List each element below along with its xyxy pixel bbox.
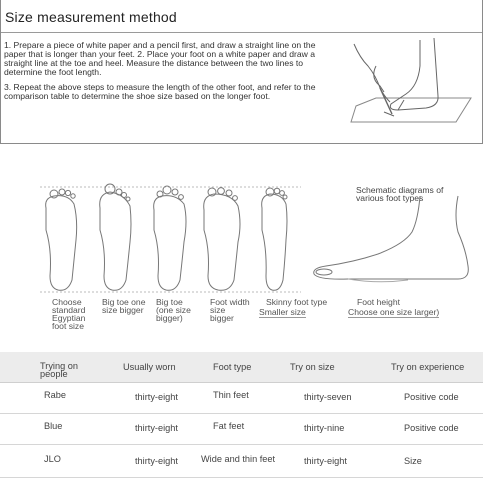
column-header-people: Trying on people xyxy=(40,361,78,379)
cell-usually-worn: thirty-eight xyxy=(135,423,178,433)
table-header xyxy=(0,352,483,383)
cell-try-on-size: thirty-nine xyxy=(304,423,345,433)
table-row xyxy=(0,383,483,414)
caption-standard-foot: Choose standard Egyptian foot size xyxy=(52,297,86,331)
caption-foot-width: Foot width size bigger xyxy=(210,297,250,323)
step-text-1: 1. Prepare a piece of white paper and a pencil first, and draw a straight line on the paper that is longer than your feet. 2. Place your foot on a white paper and draw a straight line at the toe and heel. Measure the distance between the two lines to determine the foot length. xyxy=(4,40,316,77)
cell-usually-worn: thirty-eight xyxy=(135,456,178,466)
cell-try-on-size: thirty-eight xyxy=(304,456,347,466)
column-header-experience: Try on experience xyxy=(391,362,465,372)
cell-experience: Positive code xyxy=(404,392,459,402)
column-header-usually-worn: Usually worn xyxy=(123,362,176,372)
caption-big-toe-alt: Big toe (one size bigger) xyxy=(156,297,191,323)
label-one-size-larger: Choose one size larger) xyxy=(348,307,440,317)
cell-experience: Positive code xyxy=(404,423,459,433)
side-view-foot-illustration xyxy=(308,180,480,300)
measurement-steps xyxy=(4,41,322,107)
foot-types-illustration xyxy=(38,180,303,305)
cell-foot-type: Wide and thin feet xyxy=(201,454,276,464)
cell-usually-worn: thirty-eight xyxy=(135,392,178,402)
step-text-2: 3. Repeat the above steps to measure the length of the other foot, and refer to the comparison table to determine the shoe size based on the longer foot. xyxy=(4,82,316,101)
diagram-title: Schematic diagrams of various foot types xyxy=(356,185,444,203)
table-row xyxy=(0,414,483,445)
cell-person: Blue xyxy=(44,421,63,431)
label-skinny-foot: Skinny foot type xyxy=(266,297,328,307)
column-header-foot-type: Foot type xyxy=(213,362,252,372)
measurement-method-panel xyxy=(0,0,483,144)
cell-try-on-size: thirty-seven xyxy=(304,392,352,402)
section-title: Size measurement method xyxy=(5,9,177,25)
label-smaller-size: Smaller size xyxy=(259,307,306,317)
table-row xyxy=(0,445,483,478)
foot-tracing-illustration xyxy=(346,36,478,134)
cell-person: JLO xyxy=(44,454,61,464)
label-foot-height: Foot height xyxy=(357,297,400,307)
cell-foot-type: Fat feet xyxy=(213,421,245,431)
cell-foot-type: Thin feet xyxy=(213,390,249,400)
title-divider xyxy=(1,32,482,33)
caption-big-toe: Big toe one size bigger xyxy=(102,297,146,315)
cell-person: Rabe xyxy=(44,390,66,400)
column-header-try-on-size: Try on size xyxy=(290,362,335,372)
cell-experience: Size xyxy=(404,456,422,466)
